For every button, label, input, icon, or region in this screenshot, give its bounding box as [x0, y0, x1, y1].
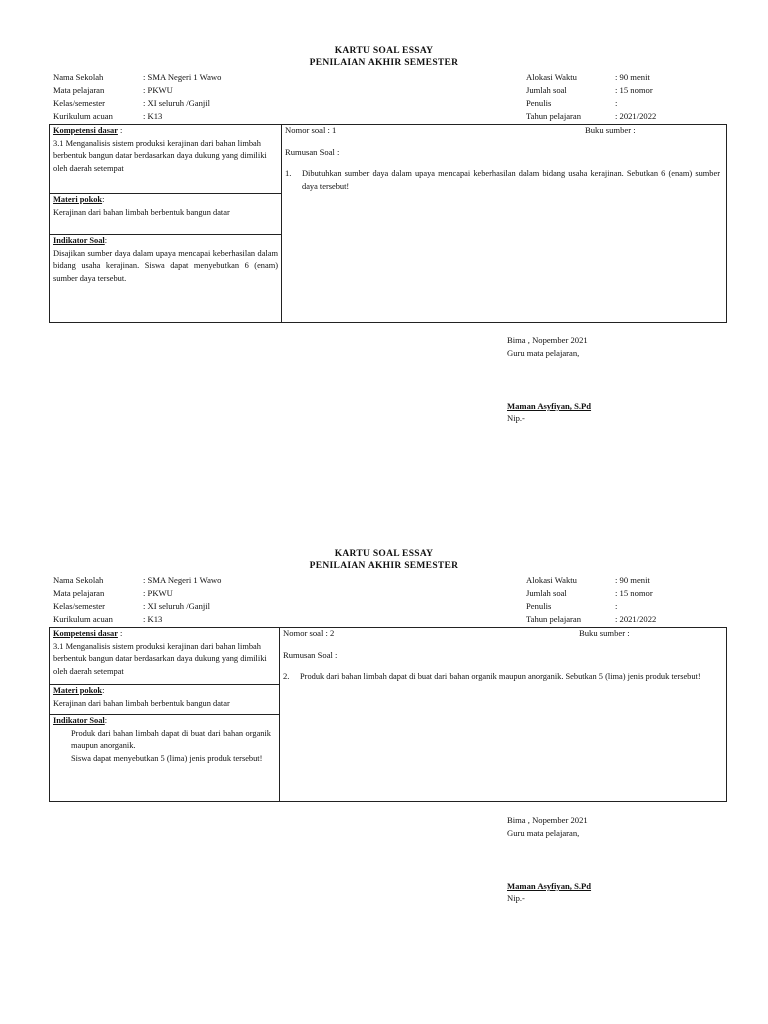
question-box	[279, 627, 727, 802]
competency-cell	[49, 627, 280, 685]
school-label: Nama Sekolah	[53, 575, 104, 585]
competency-text: 3.1 Menganalisis sistem produksi kerajinan dari bahan limbah berbentuk bangun datar berdasarkan daya dukung yang dimiliki oleh daerah setempat	[53, 641, 267, 676]
teacher-role: Guru mata pelajaran,	[507, 348, 580, 358]
year-label: Tahun pelajaran	[526, 111, 581, 121]
count-value: : 15 nomor	[615, 588, 653, 598]
year-value: : 2021/2022	[615, 614, 657, 624]
question-formulation-label: Rumusan Soal :	[283, 650, 338, 660]
question-formulation-label: Rumusan Soal :	[285, 147, 340, 157]
source-book-label: Buku sumber :	[579, 628, 630, 638]
card-title: KARTU SOAL ESSAY	[334, 46, 434, 56]
subject-value: : PKWU	[143, 588, 173, 598]
material-colon: :	[102, 686, 105, 695]
author-label: Penulis	[526, 98, 552, 108]
teacher-name: Maman Asyfiyan, S.Pd	[507, 881, 592, 891]
indicator-colon: :	[104, 236, 108, 245]
teacher-name: Maman Asyfiyan, S.Pd	[507, 401, 592, 411]
material-label: Materi pokok	[53, 686, 103, 695]
indicator-colon: :	[104, 716, 108, 725]
indicator-text: Disajikan sumber daya dalam upaya mencapai keberhasilan dalam bidang usaha kerajinan. Siswa dapat menyebutkan 6 (enam) sumber daya tersebut.	[53, 248, 278, 283]
curriculum-value: : K13	[143, 111, 163, 121]
author-label: Penulis	[526, 601, 552, 611]
class-value: : XI seluruh /Ganjil	[143, 601, 211, 611]
subject-label: Mata pelajaran	[53, 588, 105, 598]
time-label: Alokasi Waktu	[526, 72, 577, 82]
school-label: Nama Sekolah	[53, 72, 104, 82]
class-value: : XI seluruh /Ganjil	[143, 98, 211, 108]
curriculum-label: Kurikulum acuan	[53, 614, 113, 624]
school-value: : SMA Negeri 1 Wawo	[143, 72, 222, 82]
indicator-text-2: Siswa dapat menyebutkan 5 (lima) jenis produk tersebut!	[71, 753, 263, 763]
competency-colon: :	[117, 126, 123, 135]
indicator-label: Indikator Soal	[53, 716, 105, 725]
question-number-label: Nomor soal : 1	[285, 125, 337, 135]
school-value: : SMA Negeri 1 Wawo	[143, 575, 222, 585]
teacher-nip: Nip.-	[507, 413, 525, 423]
competency-label: Kompetensi dasar	[53, 126, 118, 135]
subject-value: : PKWU	[143, 85, 173, 95]
subject-label: Mata pelajaran	[53, 85, 105, 95]
question-item-number: 1.	[285, 168, 292, 178]
place-date: Bima , Nopember 2021	[507, 815, 588, 825]
author-value: :	[615, 98, 618, 108]
card-subtitle: PENILAIAN AKHIR SEMESTER	[309, 561, 459, 571]
indicator-cell	[49, 714, 280, 802]
time-value: : 90 menit	[615, 72, 650, 82]
question-text: Dibutuhkan sumber daya dalam upaya mencapai keberhasilan dalam bidang usaha kerajinan. Sebutkan 6 (enam) sumber daya tersebut!	[302, 169, 720, 191]
competency-text: 3.1 Menganalisis sistem produksi kerajinan dari bahan limbah berbentuk bangun datar berdasarkan daya dukung yang dimiliki oleh daerah setempat	[53, 138, 267, 173]
indicator-label: Indikator Soal	[53, 236, 105, 245]
place-date: Bima , Nopember 2021	[507, 335, 588, 345]
class-label: Kelas/semester	[53, 601, 106, 611]
indicator-text-1: Produk dari bahan limbah dapat di buat dari bahan organik maupun anorganik.	[71, 728, 271, 751]
curriculum-label: Kurikulum acuan	[53, 111, 113, 121]
question-item-number: 2.	[283, 671, 290, 681]
author-value: :	[615, 601, 618, 611]
year-label: Tahun pelajaran	[526, 614, 581, 624]
curriculum-value: : K13	[143, 614, 163, 624]
year-value: : 2021/2022	[615, 111, 657, 121]
source-book-label: Buku sumber :	[585, 125, 636, 135]
card-title: KARTU SOAL ESSAY	[334, 549, 434, 559]
count-label: Jumlah soal	[526, 85, 567, 95]
time-label: Alokasi Waktu	[526, 575, 577, 585]
time-value: : 90 menit	[615, 575, 650, 585]
material-text: Kerajinan dari bahan limbah berbentuk bangun datar	[53, 207, 230, 217]
class-label: Kelas/semester	[53, 98, 106, 108]
count-label: Jumlah soal	[526, 588, 567, 598]
count-value: : 15 nomor	[615, 85, 653, 95]
competency-colon: :	[117, 629, 123, 638]
material-cell	[49, 684, 280, 715]
teacher-role: Guru mata pelajaran,	[507, 828, 580, 838]
material-label: Materi pokok	[53, 195, 103, 204]
card-subtitle: PENILAIAN AKHIR SEMESTER	[309, 58, 459, 68]
teacher-nip: Nip.-	[507, 893, 525, 903]
material-colon: :	[102, 195, 105, 204]
question-number-label: Nomor soal : 2	[283, 628, 335, 638]
question-text: Produk dari bahan limbah dapat di buat dari bahan organik maupun anorganik. Sebutkan 5 (lima) jenis produk tersebut!	[300, 672, 701, 681]
material-text: Kerajinan dari bahan limbah berbentuk bangun datar	[53, 698, 230, 708]
competency-label: Kompetensi dasar	[53, 629, 118, 638]
